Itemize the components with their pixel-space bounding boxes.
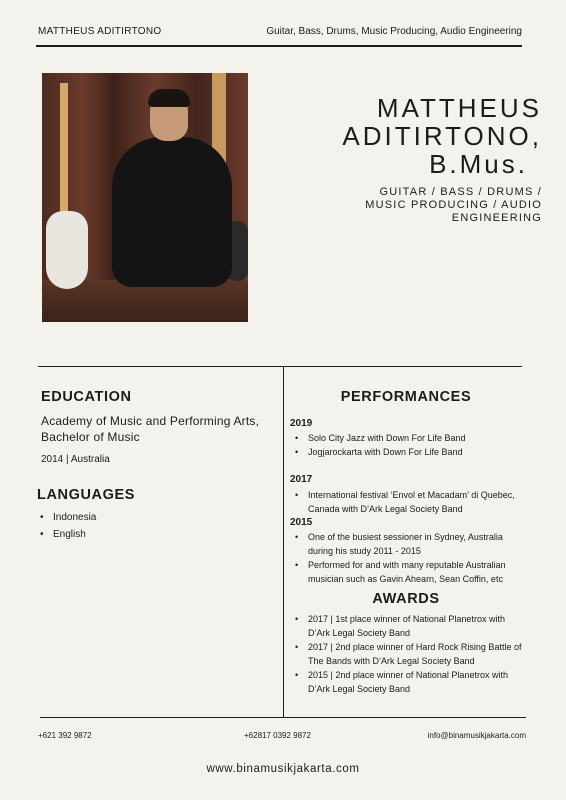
education-degree: Academy of Music and Performing Arts, Bachelor of Music bbox=[41, 414, 260, 444]
list-item: • 2017 | 2nd place winner of Hard Rock Rising Battle of The Bands with D’Ark Legal Society Band bbox=[290, 640, 526, 668]
title-line-2: ADITIRTONO, bbox=[342, 121, 542, 151]
profile-photo bbox=[42, 73, 248, 322]
performances-list-2019 bbox=[290, 431, 526, 459]
footer-divider bbox=[40, 717, 526, 718]
email-link[interactable]: info@binamusikjakarta.com bbox=[427, 731, 526, 740]
awards-list bbox=[290, 612, 526, 696]
year-label: 2017 bbox=[290, 474, 313, 485]
page-title bbox=[282, 94, 542, 178]
header-divider bbox=[36, 45, 522, 47]
header-name: MATTHEUS ADITIRTONO bbox=[38, 26, 162, 37]
education-year: 2014 | Australia bbox=[41, 454, 110, 465]
languages-list bbox=[38, 512, 96, 546]
subtitle bbox=[322, 186, 542, 225]
year-label: 2019 bbox=[290, 418, 313, 429]
column-divider bbox=[283, 367, 284, 717]
year-label: 2015 bbox=[290, 517, 313, 528]
subtitle-line-3: ENGINEERING bbox=[451, 212, 542, 224]
performances-list-2015 bbox=[290, 530, 526, 586]
website-link[interactable]: www.binamusikjakarta.com bbox=[206, 763, 360, 775]
education-heading: EDUCATION bbox=[41, 389, 132, 405]
list-item: • Solo City Jazz with Down For Life Band bbox=[290, 431, 526, 445]
list-item: • English bbox=[38, 529, 96, 546]
header-skills: Guitar, Bass, Drums, Music Producing, Audio Engineering bbox=[266, 26, 522, 37]
list-item: • One of the busiest sessioner in Sydney, Australia during his study 2011 - 2015 bbox=[290, 530, 526, 558]
title-line-1: MATTHEUS bbox=[376, 93, 542, 123]
performances-heading: PERFORMANCES bbox=[340, 389, 472, 405]
subtitle-line-1: GUITAR / BASS / DRUMS / bbox=[379, 186, 542, 198]
list-item: • Performed for and with many reputable Australian musician such as Gavin Ahearn, Sean Coffin, etc bbox=[290, 558, 526, 586]
section-divider bbox=[38, 366, 522, 367]
list-item: • International festival ‘Envol et Macadam’ di Quebec, Canada with D’Ark Legal Society Band bbox=[290, 488, 526, 516]
title-line-3: B.Mus. bbox=[429, 149, 528, 179]
phone-1[interactable]: +621 392 9872 bbox=[38, 731, 92, 740]
languages-heading: LANGUAGES bbox=[37, 487, 136, 503]
list-item: • Indonesia bbox=[38, 512, 96, 529]
awards-heading: AWARDS bbox=[372, 591, 440, 607]
list-item: • 2015 | 2nd place winner of National Planetrox with D’Ark Legal Society Band bbox=[290, 668, 526, 696]
subtitle-line-2: MUSIC PRODUCING / AUDIO bbox=[365, 199, 542, 211]
phone-2[interactable]: +62817 0392 9872 bbox=[244, 731, 311, 740]
list-item: • 2017 | 1st place winner of National Planetrox with D’Ark Legal Society Band bbox=[290, 612, 526, 640]
list-item: • Jogjarockarta with Down For Life Band bbox=[290, 445, 526, 459]
performances-list-2017 bbox=[290, 488, 526, 516]
